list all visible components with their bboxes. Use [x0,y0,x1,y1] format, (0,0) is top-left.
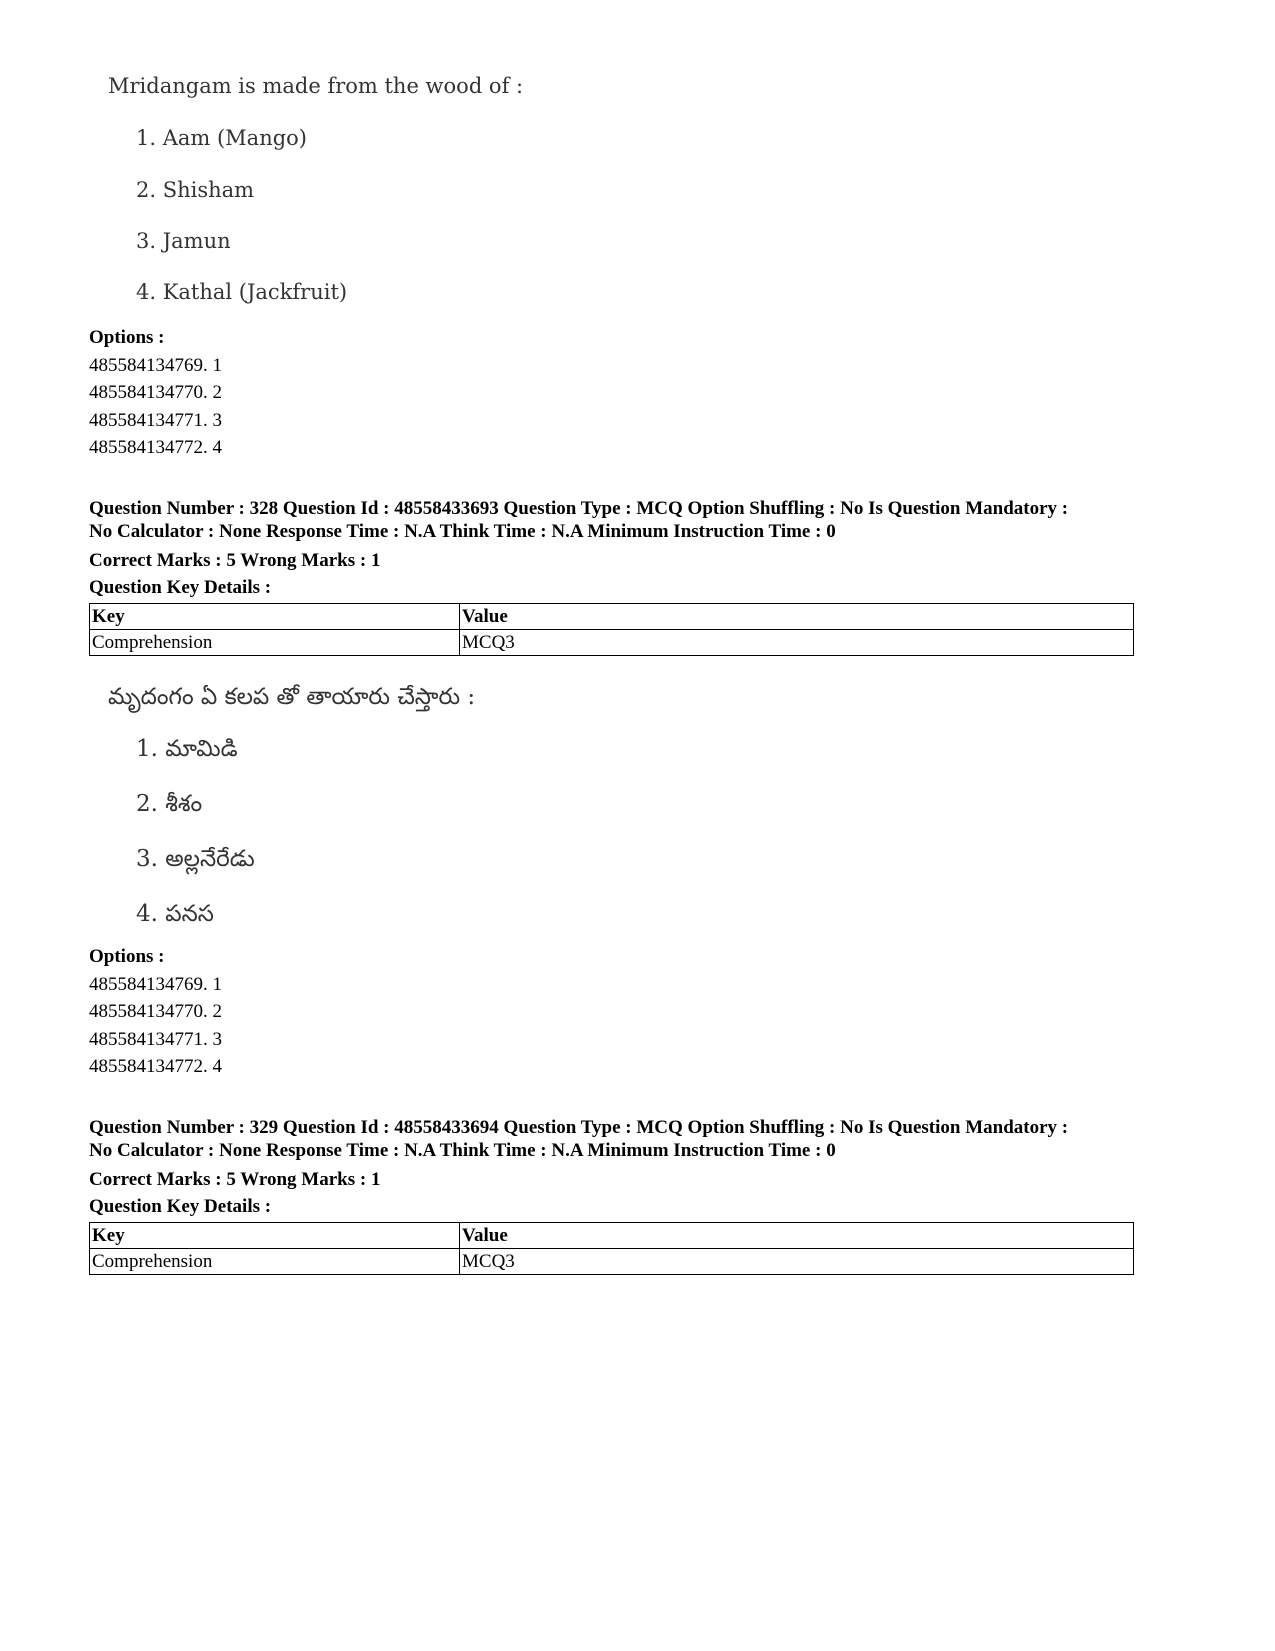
question-meta-line: No Calculator : None Response Time : N.A Think Time : N.A Minimum Instruction Time : 0 [89,521,836,542]
choice-item: 2. శీశం [136,791,203,817]
table-header-row [90,1223,1134,1249]
option-item: 485584134770. 2 [89,382,222,403]
options-label: Options : [89,327,165,348]
table-cell: Comprehension [90,1249,460,1275]
option-item: 485584134771. 3 [89,409,222,431]
key-details-label: Question Key Details : [89,1196,272,1217]
choice-item: 4. పనస [136,901,214,927]
options-block [89,324,689,462]
option-item: 485584134771. 3 [89,1028,222,1050]
choice-item: 3. అల్లనేరేడు [136,846,255,872]
question-meta-line: No Calculator : None Response Time : N.A Think Time : N.A Minimum Instruction Time : 0 [89,1140,836,1161]
choice-item: 1. మామిడి [136,736,238,762]
question-stem: మృదంగం ఏ కలప తో తాయారు చేస్తారు : [108,684,476,710]
table-row [90,630,1134,656]
question-meta-line: Question Number : 328 Question Id : 48558433693 Question Type : MCQ Option Shuffling : No Is Question Mandatory : [89,498,1069,519]
question-meta [89,1116,1135,1220]
choice-item: 1. Aam (Mango) [136,126,308,150]
marks-line: Correct Marks : 5 Wrong Marks : 1 [89,1169,381,1190]
table-header: Key [90,604,460,630]
key-details-table [89,1222,1134,1275]
question-image-english [108,74,608,324]
question-image-telugu [108,684,708,954]
question-meta-line: Question Number : 329 Question Id : 48558433694 Question Type : MCQ Option Shuffling : No Is Question Mandatory : [89,1117,1069,1138]
option-item: 485584134770. 2 [89,1001,222,1022]
key-details-table [89,603,1134,656]
option-item: 485584134769. 1 [89,973,222,995]
choice-item: 4. Kathal (Jackfruit) [136,280,348,304]
option-item: 485584134772. 4 [89,437,222,458]
table-header: Value [460,1223,1134,1249]
table-cell: Comprehension [90,630,460,656]
table-cell: MCQ3 [460,630,1134,656]
choice-item: 2. Shisham [136,178,255,202]
option-item: 485584134772. 4 [89,1056,222,1077]
choice-item: 3. Jamun [136,229,231,253]
key-details-label: Question Key Details : [89,577,272,598]
table-cell: MCQ3 [460,1249,1134,1275]
table-header-row [90,604,1134,630]
table-header: Value [460,604,1134,630]
question-meta [89,497,1135,601]
table-row [90,1249,1134,1275]
table-header: Key [90,1223,460,1249]
options-label: Options : [89,946,165,967]
option-item: 485584134769. 1 [89,354,222,376]
question-stem: Mridangam is made from the wood of : [108,74,524,98]
marks-line: Correct Marks : 5 Wrong Marks : 1 [89,550,381,571]
options-block [89,943,689,1081]
